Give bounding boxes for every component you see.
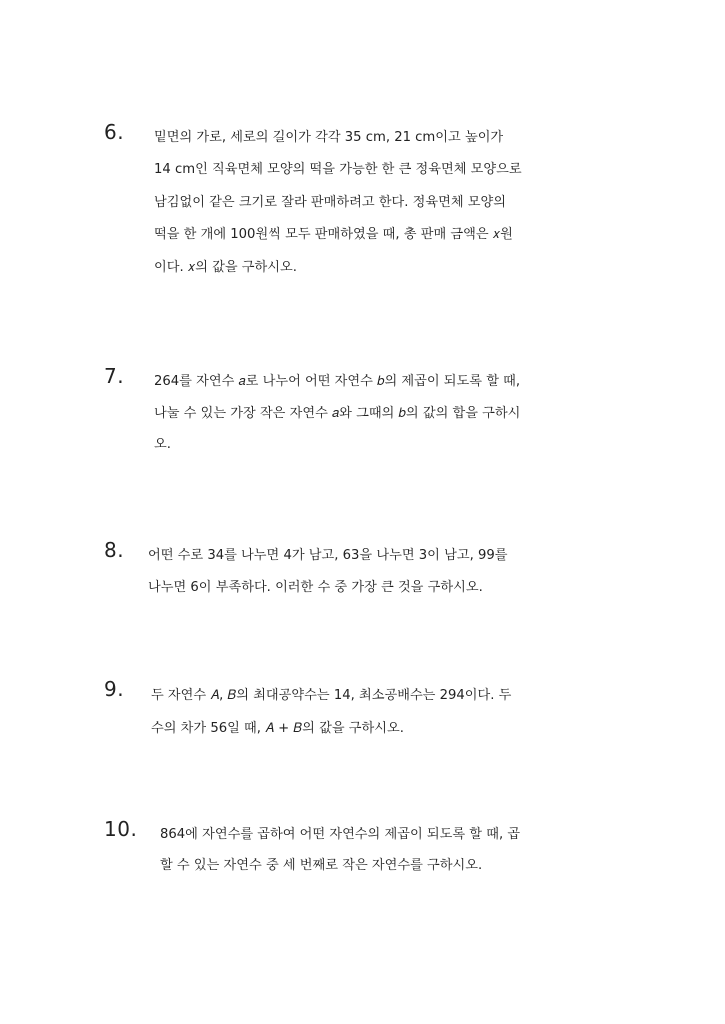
problem-text [154, 122, 522, 284]
problem-text [151, 679, 511, 745]
problem-number: 10. [104, 817, 138, 841]
problem-line: 264를 자연수 𝑎로 나누어 어떤 자연수 𝑏의 제곱이 되도록 할 때, [154, 374, 521, 389]
problem-line: 나누면 6이 부족하다. 이러한 수 중 가장 큰 것을 구하시오. [148, 579, 483, 595]
problem-line: 어떤 수로 34를 나누면 4가 남고, 63을 나누면 3이 남고, 99를 [148, 548, 508, 563]
problem-text [160, 819, 520, 881]
problem-line: 14 cm인 직육면체 모양의 떡을 가능한 한 큰 정육면체 모양으로 [154, 162, 522, 178]
problem-line: 두 자연수 𝐴, 𝐵의 최대공약수는 14, 최소공배수는 294이다. 두 [151, 688, 512, 703]
problem-line: 오. [154, 437, 171, 452]
problem-line: 할 수 있는 자연수 중 세 번째로 작은 자연수를 구하시오. [160, 858, 483, 873]
problem-line: 수의 차가 56일 때, 𝐴 + 𝐵의 값을 구하시오. [151, 721, 404, 736]
problem-line: 밑면의 가로, 세로의 길이가 각각 35 cm, 21 cm이고 높이가 [154, 130, 504, 145]
problem-number: 6. [104, 120, 125, 144]
problem-line: 남김없이 같은 크기로 잘라 판매하려고 한다. 정육면체 모양의 [154, 194, 507, 210]
problem-number: 8. [104, 538, 125, 562]
problem-line: 이다. 𝑥의 값을 구하시오. [154, 259, 297, 275]
problem-text [154, 366, 520, 461]
problem-number: 7. [104, 364, 125, 388]
problem-number: 9. [104, 677, 125, 701]
problem-line: 나눌 수 있는 가장 작은 자연수 𝑎와 그때의 𝑏의 값의 합을 구하시 [154, 405, 521, 421]
problem-line: 떡을 한 개에 100원씩 모두 판매하였을 때, 총 판매 금액은 𝑥원 [154, 227, 513, 243]
problem-text [148, 540, 507, 603]
problem-line: 864에 자연수를 곱하여 어떤 자연수의 제곱이 되도록 할 때, 곱 [160, 827, 521, 842]
